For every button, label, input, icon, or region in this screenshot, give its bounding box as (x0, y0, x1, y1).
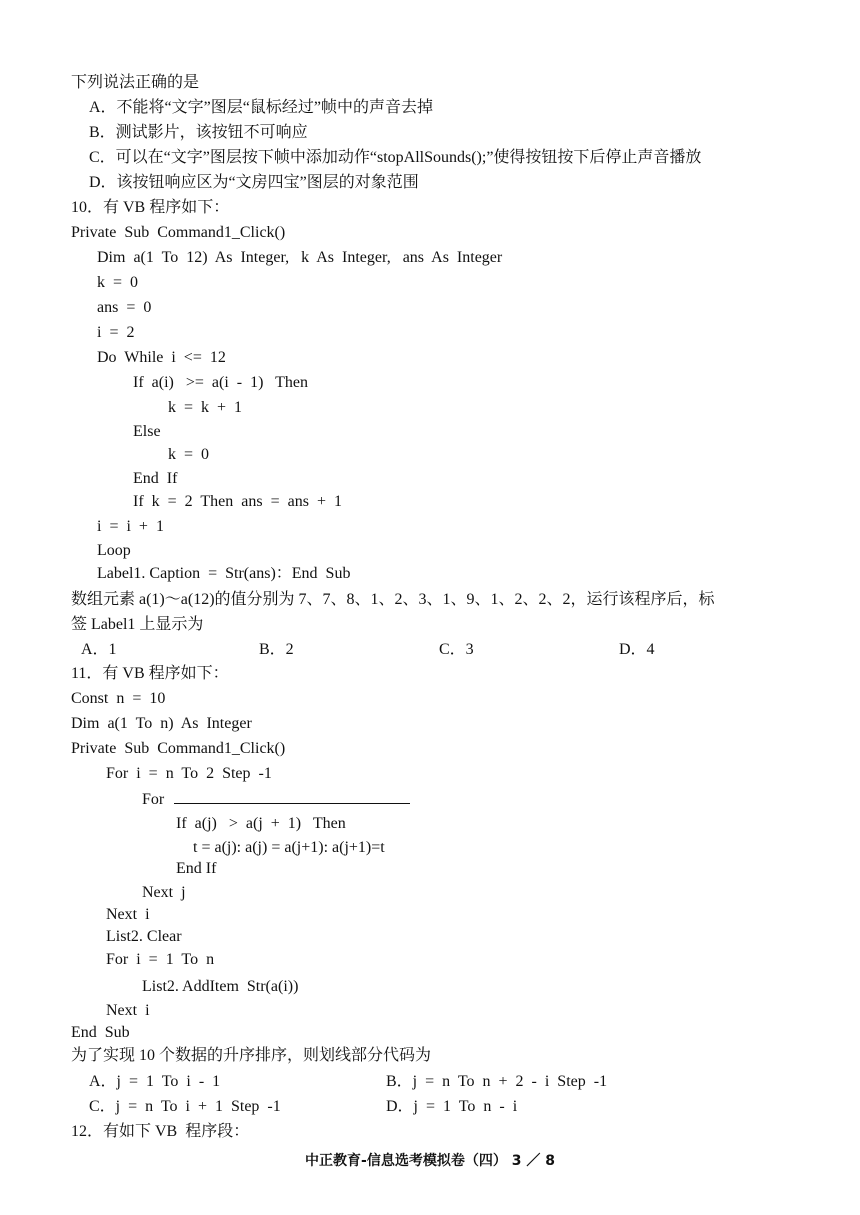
question-stem: 为了实现 10 个数据的升序排序，则划线部分代码为 (71, 1047, 432, 1064)
code-line (142, 789, 410, 810)
code-line: Loop (97, 542, 131, 559)
for-keyword: For (142, 791, 165, 808)
code-line: If a(j) > a(j + 1) Then (176, 815, 346, 832)
code-line: Const n = 10 (71, 690, 166, 707)
code-line: k = 0 (168, 446, 210, 463)
question-12-title: 12．有如下 VB 程序段： (71, 1123, 250, 1140)
question-stem: 数组元素 a(1)～a(12)的值分别为 7、7、8、1、2、3、1、9、1、2、2、2，运行该程序后，标 (71, 591, 715, 608)
question-stem: 签 Label1 上显示为 (71, 616, 204, 633)
question-11-title: 11．有 VB 程序如下： (71, 665, 229, 682)
code-line: Else (133, 423, 161, 440)
code-line: End If (133, 470, 178, 487)
option-c: C．3 (439, 641, 474, 658)
code-line: i = i + 1 (97, 518, 164, 535)
question-stem: 下列说法正确的是 (71, 74, 200, 91)
code-line: Label1. Caption = Str(ans)：End Sub (97, 565, 351, 582)
code-line: For i = 1 To n (106, 951, 215, 968)
option-a: A．j = 1 To i - 1 (89, 1073, 221, 1090)
answer-blank (174, 789, 410, 804)
code-line: End If (176, 860, 217, 877)
code-line: Private Sub Command1_Click() (71, 740, 286, 757)
option-b: B．测试影片，该按钮不可响应 (89, 124, 308, 141)
option-c: C．j = n To i + 1 Step -1 (89, 1098, 281, 1115)
option-c: C．可以在“文字”图层按下帧中添加动作“stopAllSounds();”使得按钮按下后停止声音播放 (89, 149, 702, 166)
option-a: A．1 (81, 641, 117, 658)
code-line: ans = 0 (97, 299, 152, 316)
option-b: B．2 (259, 641, 294, 658)
code-line: Next i (106, 906, 150, 923)
code-line: If k = 2 Then ans = ans + 1 (133, 493, 342, 510)
code-line: i = 2 (97, 324, 135, 341)
code-line: k = 0 (97, 274, 139, 291)
page-footer: 中正教育-信息选考模拟卷（四） 3 ／ 8 (305, 1153, 555, 1169)
option-b: B．j = n To n + 2 - i Step -1 (386, 1073, 608, 1090)
code-line: End Sub (71, 1024, 130, 1041)
option-d: D．j = 1 To n - i (386, 1098, 518, 1115)
code-line: Dim a(1 To n) As Integer (71, 715, 252, 732)
question-10-title: 10．有 VB 程序如下： (71, 199, 230, 216)
code-line: t = a(j): a(j) = a(j+1): a(j+1)=t (193, 839, 385, 856)
code-line: Do While i <= 12 (97, 349, 226, 366)
code-line: List2. AddItem Str(a(i)) (142, 978, 299, 995)
code-line: Dim a(1 To 12) As Integer, k As Integer, ans As Integer (97, 249, 503, 266)
option-d: D．该按钮响应区为“文房四宝”图层的对象范围 (89, 174, 419, 191)
code-line: Next i (106, 1002, 150, 1019)
code-line: List2. Clear (106, 928, 182, 945)
code-line: k = k + 1 (168, 399, 243, 416)
code-line: For i = n To 2 Step -1 (106, 765, 272, 782)
code-line: Private Sub Command1_Click() (71, 224, 286, 241)
option-a: A．不能将“文字”图层“鼠标经过”帧中的声音去掉 (89, 99, 433, 116)
code-line: Next j (142, 884, 186, 901)
option-d: D．4 (619, 641, 655, 658)
code-line: If a(i) >= a(i - 1) Then (133, 374, 309, 391)
